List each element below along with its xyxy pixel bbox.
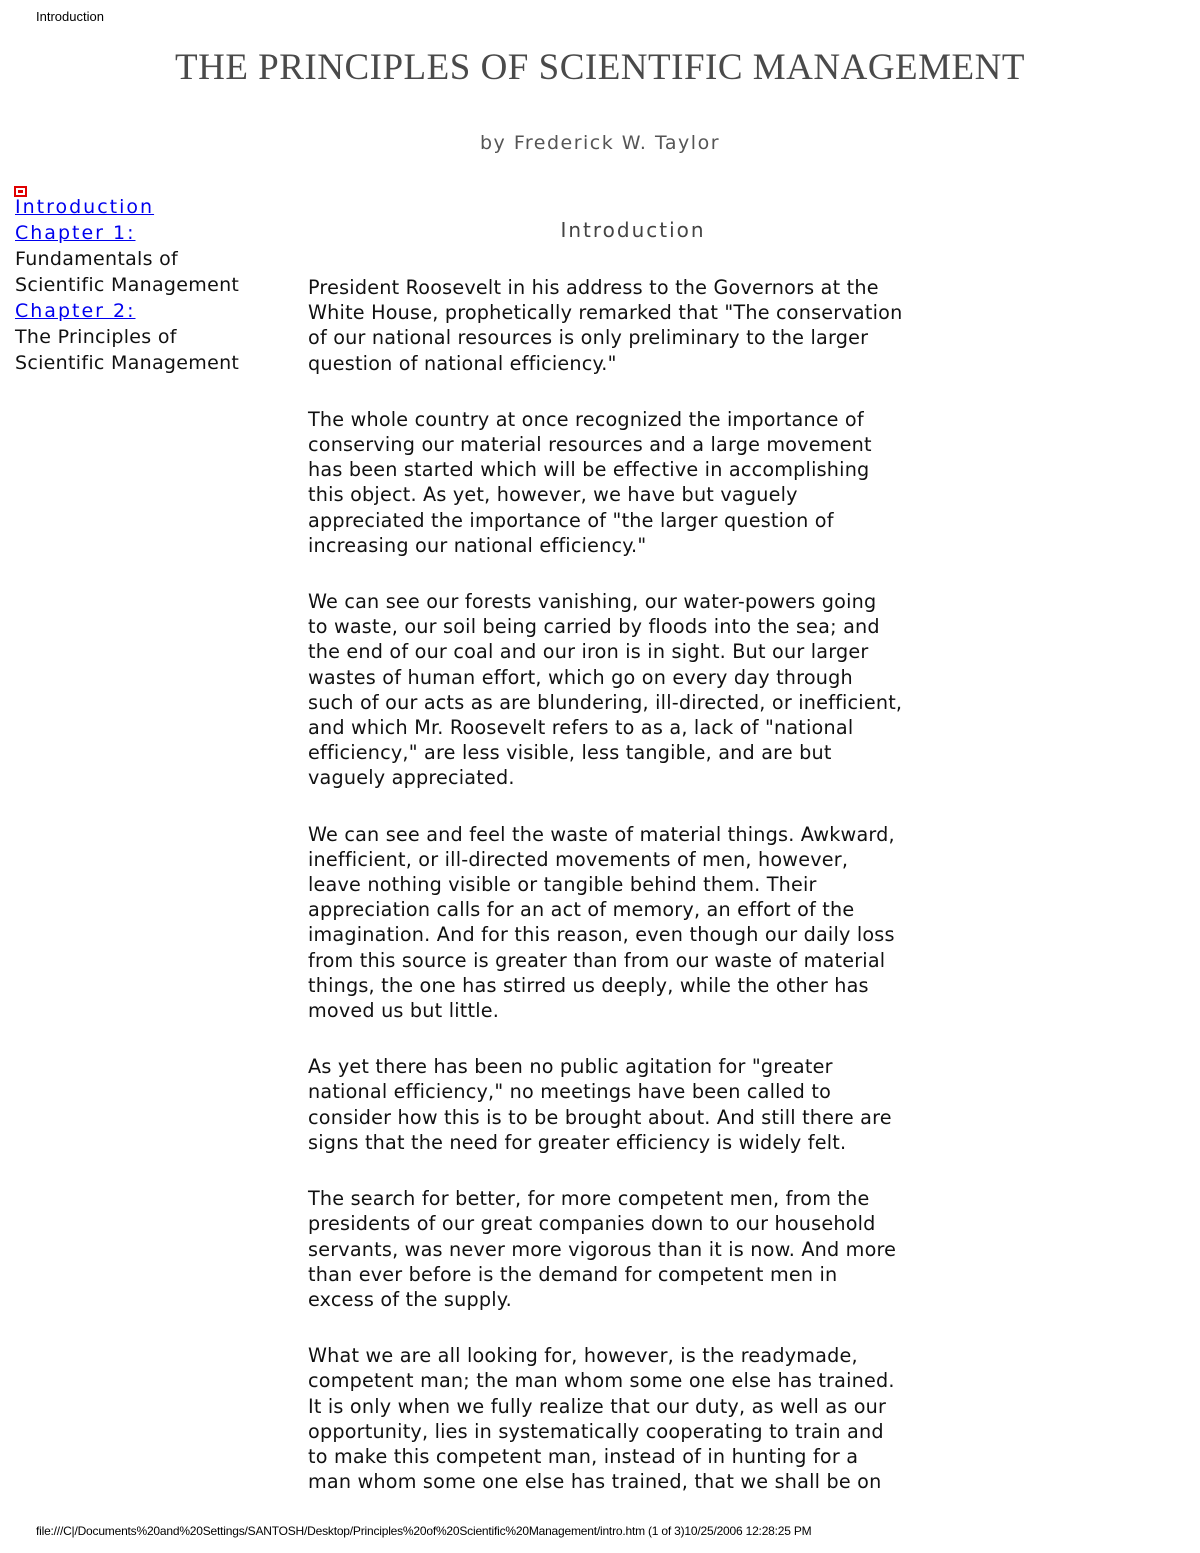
chapter-1-link[interactable]: Chapter 1: bbox=[15, 222, 136, 244]
print-footer: file:///C|/Documents%20and%20Settings/SANTOSH/Desktop/Principles%20of%20Scientific%20Management/intro.htm (1 of 3)10/25/2006 12:28:25 PM bbox=[36, 1524, 812, 1538]
paragraph: What we are all looking for, however, is the readymade, competent man; the man whom some one else has trained. It is only when we fully realize that our duty, as well as our opportunity, lies in systematically cooperating to train and to make this competent man, instead of in hunting for a man whom some one else has trained, that we shall be on bbox=[308, 1344, 895, 1494]
print-header: Introduction bbox=[36, 9, 104, 24]
paragraph: As yet there has been no public agitation for "greater national efficiency," no meetings have been called to consider how this is to be brought about. And still there are signs that the need for greater efficiency is widely felt. bbox=[308, 1055, 892, 1154]
chapter-2-description: The Principles of Scientific Management bbox=[15, 326, 240, 374]
introduction-link[interactable]: Introduction bbox=[15, 196, 155, 218]
document-title: THE PRINCIPLES OF SCIENTIFIC MANAGEMENT bbox=[175, 47, 1025, 88]
paragraph: The whole country at once recognized the importance of conserving our material resources and a large movement has been started which will be effective in accomplishing this object. As yet, however, we have but vaguely appreciated the importance of "the larger question of increasing our national efficiency." bbox=[308, 407, 872, 557]
byline: by Frederick W. Taylor bbox=[479, 132, 721, 154]
sidebar-item-chapter-2 bbox=[15, 298, 285, 376]
section-heading: Introduction bbox=[560, 218, 706, 242]
paragraph: We can see and feel the waste of material things. Awkward, inefficient, or ill-directed movements of men, however, leave nothing visible or tangible behind them. Their appreciation calls for an act of memory, an effort of the imagination. And for this reason, even though our daily loss from this source is greater than from our waste of material things, the one has stirred us deeply, while the other has moved us but little. bbox=[308, 822, 895, 1023]
article-body bbox=[308, 275, 958, 1525]
paragraph: President Roosevelt in his address to the Governors at the White House, prophetically remarked that "The conservation of our national resources is only preliminary to the larger question of national efficiency." bbox=[308, 276, 903, 375]
chapter-2-link[interactable]: Chapter 2: bbox=[15, 300, 136, 322]
sidebar-nav bbox=[15, 194, 285, 376]
paragraph: We can see our forests vanishing, our water-powers going to waste, our soil being carried by floods into the sea; and the end of our coal and our iron is in sight. But our larger wastes of human effort, which go on every day through such of our acts as are blundering, ill-directed, or inefficient, and which Mr. Roosevelt refers to as a, lack of "national efficiency," are less visible, less tangible, and are but vaguely appreciated. bbox=[308, 590, 903, 790]
chapter-1-description: Fundamentals of Scientific Management bbox=[15, 248, 240, 296]
sidebar-item-introduction bbox=[15, 194, 285, 220]
sidebar-item-chapter-1 bbox=[15, 220, 285, 298]
paragraph: The search for better, for more competent men, from the presidents of our great companies down to our household servants, was never more vigorous than it is now. And more than ever before is the demand for competent men in excess of the supply. bbox=[308, 1187, 897, 1311]
